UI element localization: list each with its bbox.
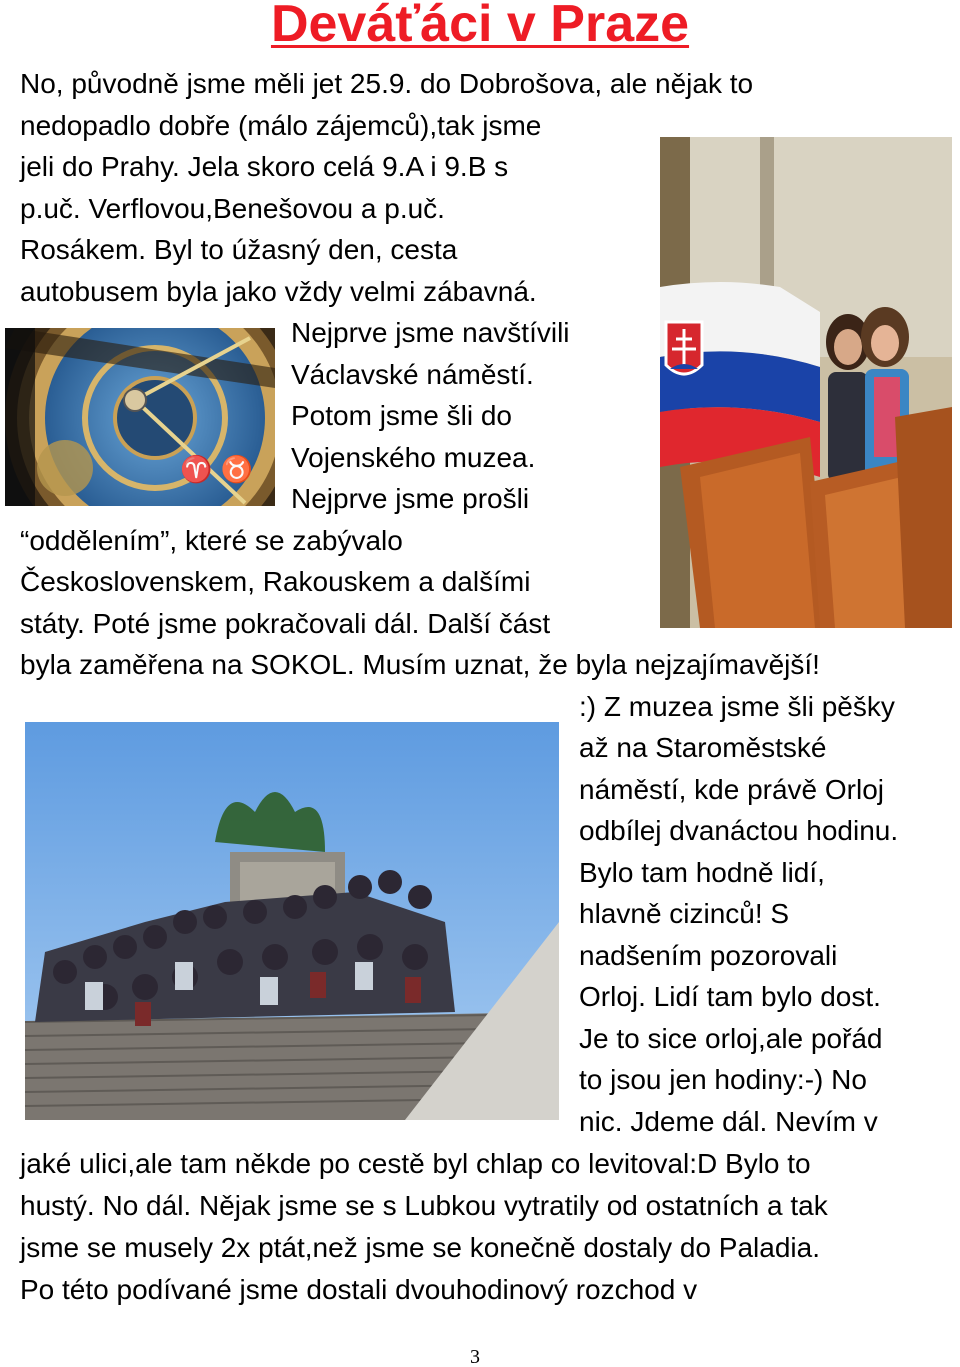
text-line: Nejprve jsme prošli <box>291 483 530 514</box>
text-line: Československem, Rakouskem a dalšími <box>20 566 531 597</box>
text-line: Rosákem. Byl to úžasný den, cesta <box>20 234 458 265</box>
page-number: 3 <box>470 1346 480 1367</box>
text-line: státy. Poté jsme pokračovali dál. Další část <box>20 608 551 639</box>
text-line: náměstí, kde právě Orloj <box>579 774 885 805</box>
text-line: nadšením pozorovali <box>579 940 838 971</box>
text-line: nic. Jdeme dál. Nevím v <box>579 1106 878 1137</box>
text-line: No, původně jsme měli jet 25.9. do Dobrošova, ale nějak to <box>20 68 754 99</box>
text-line: Po této podívané jsme dostali dvouhodinový rozchod v <box>20 1274 698 1305</box>
text-line: odbílej dvanáctou hodinu. <box>579 815 899 846</box>
text-line: až na Staroměstské <box>579 732 827 763</box>
text-line: p.uč. Verflovou,Benešovou a p.uč. <box>20 193 445 224</box>
text-line: Orloj. Lidí tam bylo dost. <box>579 981 881 1012</box>
text-line: to jsou jen hodiny:-) No <box>579 1064 867 1095</box>
astronomical-clock-photo <box>5 328 275 506</box>
text-line: :) Z muzea jsme šli pěšky <box>579 691 895 722</box>
group-stairs-photo <box>25 722 559 1120</box>
text-line: byla zaměřena na SOKOL. Musím uznat, že byla nejzajímavější! <box>20 649 820 680</box>
page-title: Deváťáci v Praze <box>270 0 690 53</box>
text-line: hlavně cizinců! S <box>579 898 790 929</box>
text-line: Potom jsme šli do <box>291 400 512 431</box>
text-line: Nejprve jsme navštívili <box>291 317 570 348</box>
text-line: Je to sice orloj,ale pořád <box>579 1023 883 1054</box>
text-line: jaké ulici,ale tam někde po cestě byl chlap co levitoval:D Bylo to <box>20 1148 811 1179</box>
flag-classroom-photo <box>660 137 952 628</box>
text-line: autobusem byla jako vždy velmi zábavná. <box>20 276 537 307</box>
text-line: Václavské náměstí. <box>291 359 534 390</box>
text-line: “oddělením”, které se zabývalo <box>20 525 403 556</box>
text-line: hustý. No dál. Nějak jsme se s Lubkou vytratily od ostatních a tak <box>20 1190 828 1221</box>
text-line: nedopadlo dobře (málo zájemců),tak jsme <box>20 110 542 141</box>
text-line: jsme se musely 2x ptát,než jsme se konečně dostaly do Paladia. <box>20 1232 820 1263</box>
text-line: Bylo tam hodně lidí, <box>579 857 825 888</box>
svg-text:♈ ♉: ♈ ♉ <box>180 455 254 485</box>
text-line: jeli do Prahy. Jela skoro celá 9.A i 9.B s <box>20 151 509 182</box>
text-line: Vojenského muzea. <box>291 442 536 473</box>
